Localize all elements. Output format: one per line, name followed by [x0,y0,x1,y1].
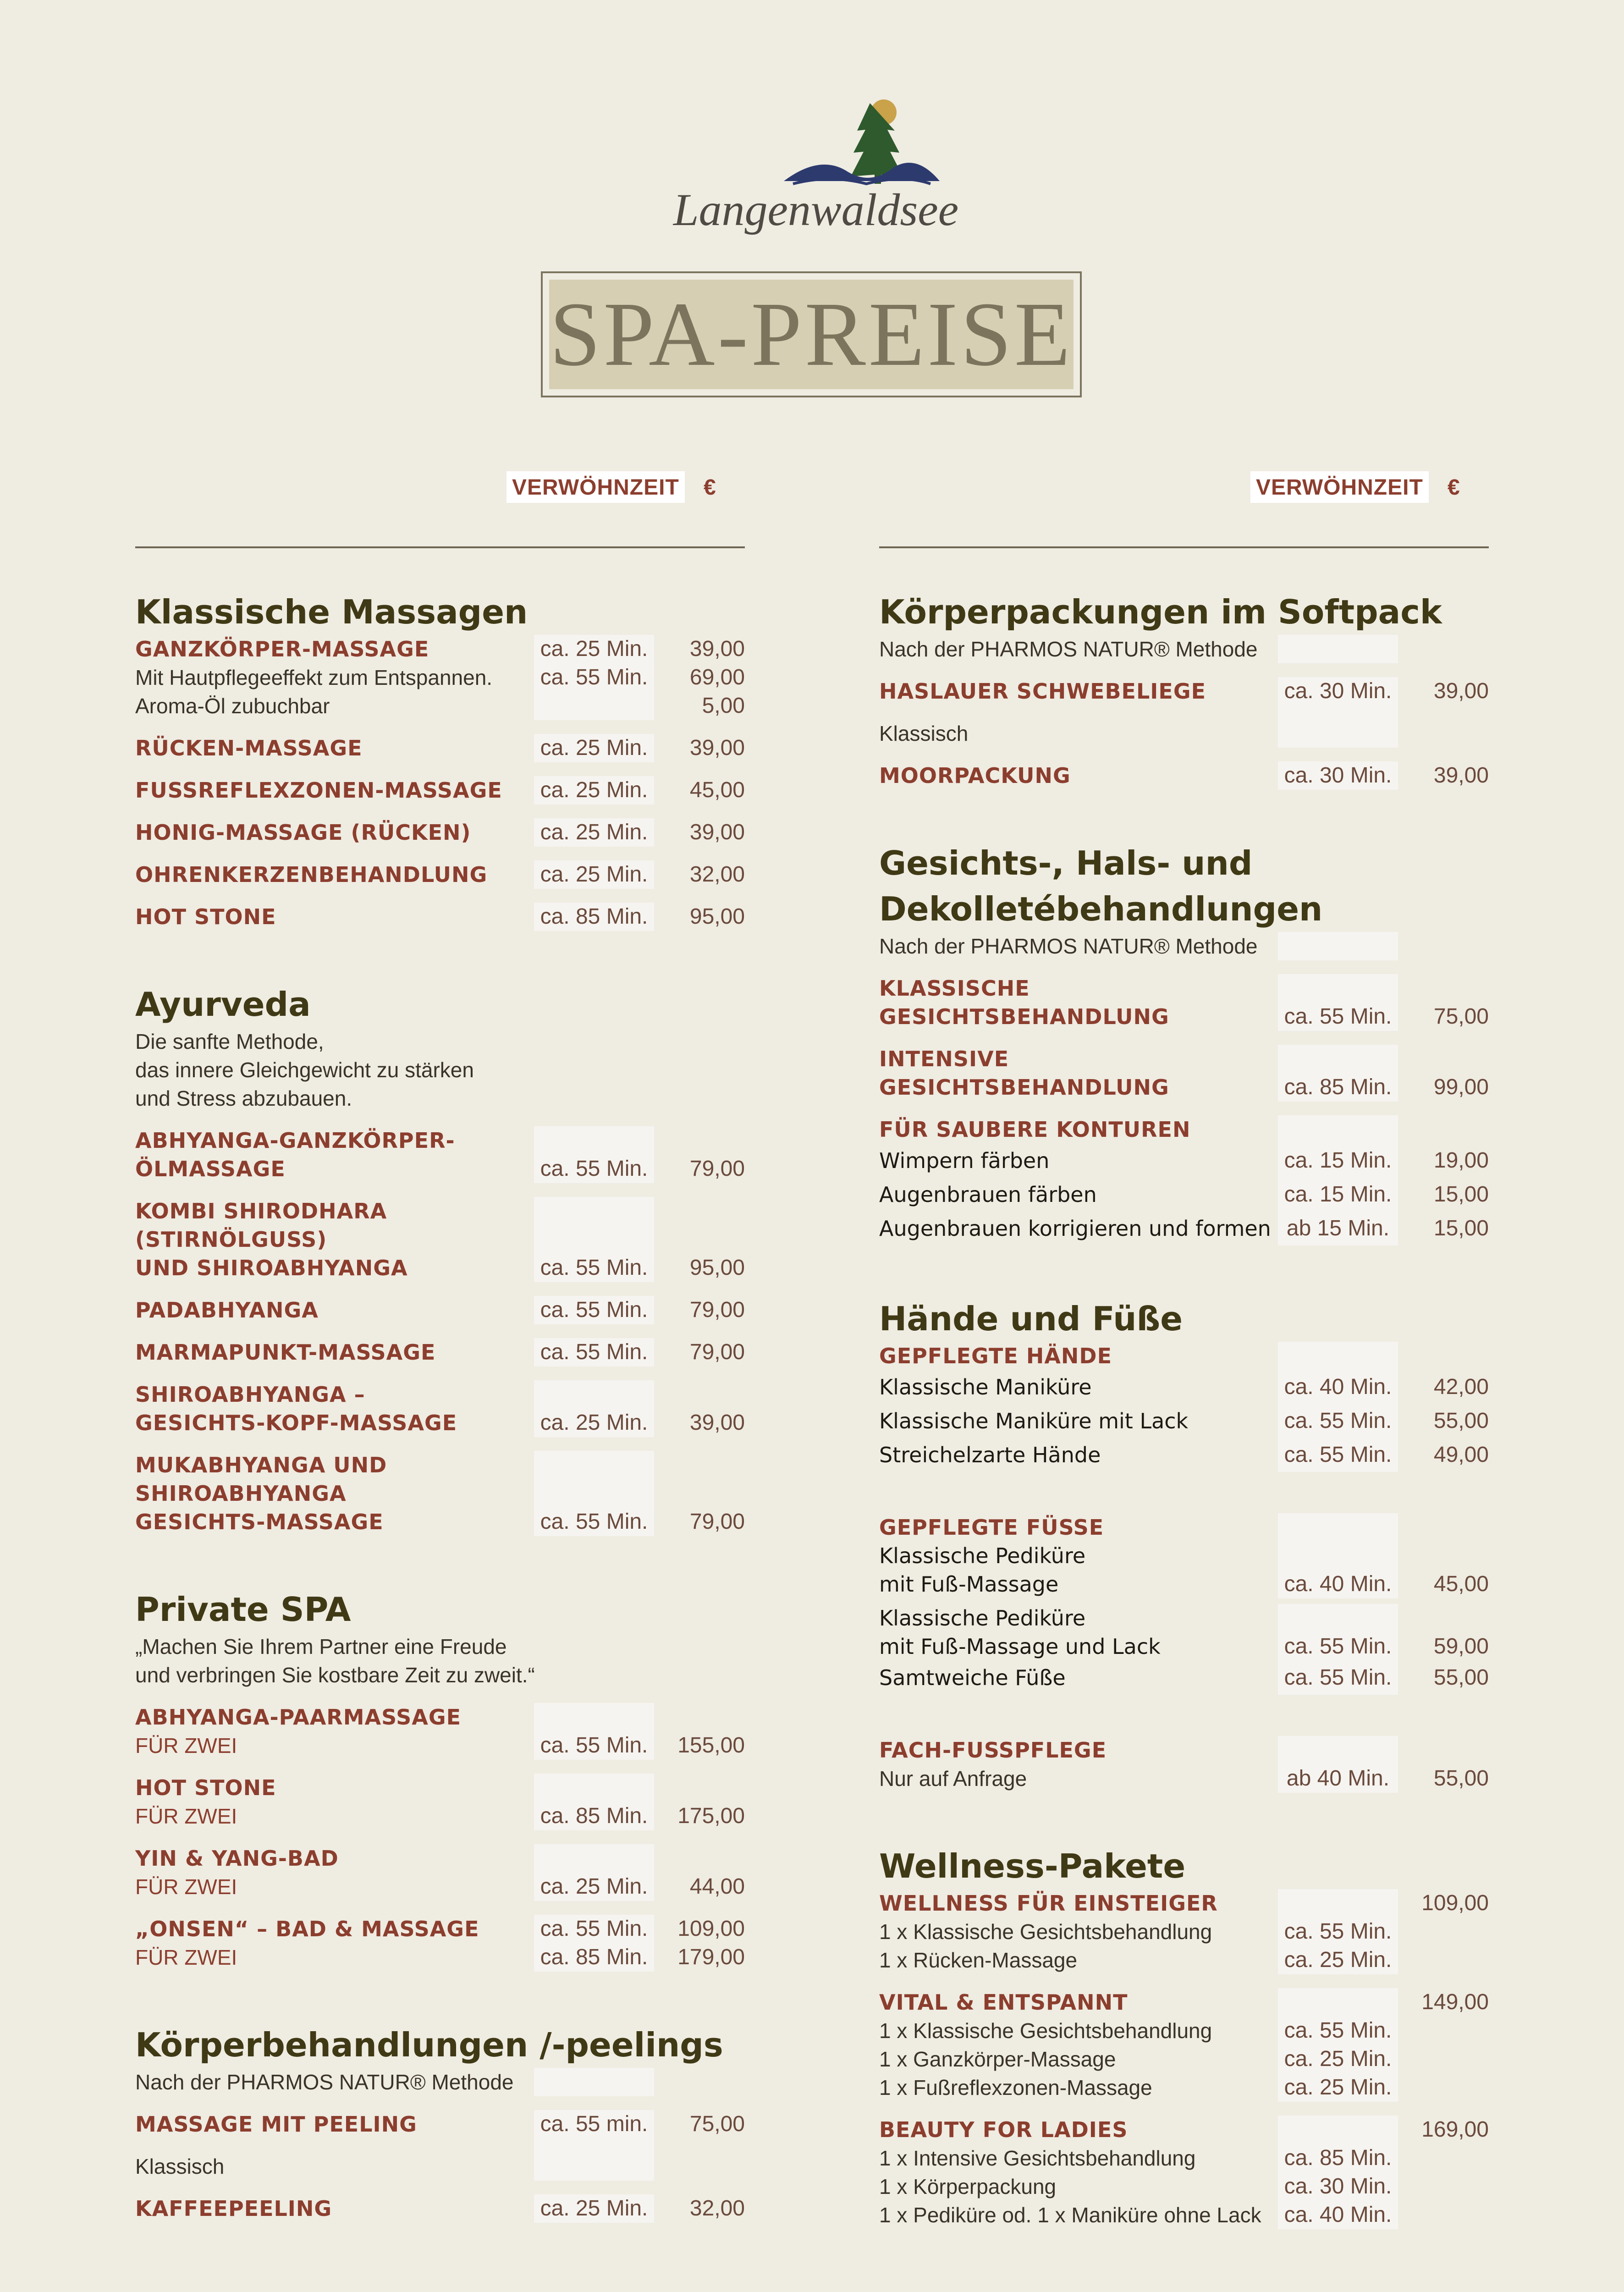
section-intro: und Stress abzubauen. [135,1086,352,1110]
package-line: 1 x Körperpackung [879,2175,1057,2198]
item-name: MOORPACKUNG [879,763,1071,788]
section-intro: Nach der PHARMOS NATUR® Methode [879,637,1258,661]
item-price: 59,00 [1433,1634,1489,1658]
section-intro: Nach der PHARMOS NATUR® Methode [879,934,1258,958]
package-line: 1 x Intensive Gesichtsbehandlung [879,2146,1196,2170]
item-name: KAFFEEPEELING [135,2196,332,2221]
brand-name: Langenwaldsee [673,184,959,235]
item-name: mit Fuß-Massage [879,1572,1059,1597]
item-time: ca. 55 Min. [534,1296,654,1324]
item-name: OHRENKERZENBEHANDLUNG [135,862,488,887]
item-price: 5,00 [702,694,745,718]
item-time: ab 40 Min. [1278,1736,1398,1793]
right-column [879,458,1489,2280]
section-koerperpackungen [879,589,1489,790]
section-intro: „Machen Sie Ihrem Partner eine Freude [135,1635,507,1658]
item-time: ca. 55 Min. [540,1917,648,1941]
item-time: ca. 85 Min. [534,1774,654,1830]
package-line: 1 x Fußreflexzonen-Massage [879,2076,1152,2099]
item-time: ca. 40 Min. [1284,2203,1392,2227]
item-price: 45,00 [1433,1572,1489,1596]
section-haende-fuesse [879,1296,1489,1793]
item-price: 79,00 [689,1157,745,1181]
item-time: ca. 85 Min. [540,1945,648,1969]
list-item [135,692,745,720]
list-item [135,776,745,804]
section-title: Körperbehandlungen /-peelings [135,2026,723,2064]
item-name: Klassische Pediküre [879,1606,1086,1631]
item-price: 99,00 [1433,1075,1489,1099]
list-item [135,2194,745,2223]
item-price: 39,00 [689,637,745,661]
list-item [135,663,745,692]
item-time: ca. 55 Min. [534,663,654,692]
item-price: 109,00 [1421,1891,1489,1915]
item-price: 55,00 [1433,1665,1489,1690]
list-item [879,705,1489,748]
item-price: 79,00 [689,1510,745,1534]
list-item [135,1915,745,1972]
item-name: ÖLMASSAGE [135,1157,286,1181]
item-time: ca. 25 Min. [534,1380,654,1437]
item-price: 79,00 [689,1298,745,1322]
list-item [879,1604,1489,1661]
left-column [135,458,745,2273]
item-price: 15,00 [1433,1182,1489,1207]
item-name: SHIROABHYANGA [135,1481,347,1506]
list-item [879,635,1489,663]
item-note: Aroma-Öl zubuchbar [135,694,330,718]
item-time: ca. 25 Min. [1284,2047,1392,2071]
item-price: 39,00 [689,736,745,760]
item-price: 39,00 [689,820,745,844]
item-name: UND SHIROABHYANGA [135,1256,408,1280]
divider [135,546,745,548]
item-price: 55,00 [1433,1409,1489,1433]
item-time: ca. 55 Min. [534,1451,654,1536]
section-koerperbehandlungen [135,2022,745,2223]
item-price: 32,00 [689,2196,745,2220]
list-item [879,1045,1489,1102]
item-price: 175,00 [677,1804,745,1828]
item-time: ca. 85 Min. [1278,1045,1398,1102]
package [879,1988,1489,2102]
item-name: „ONSEN“ – BAD & MASSAGE [135,1917,479,1941]
item-time: ca. 25 Min. [534,776,654,804]
item-time: ca. 85 Min. [1284,2146,1392,2170]
item-price: 44,00 [689,1874,745,1899]
item-price: 42,00 [1433,1375,1489,1399]
item-name: SHIROABHYANGA – [135,1382,365,1407]
item-time: ca. 55 Min. [1278,1604,1398,1661]
item-price: 95,00 [689,1256,745,1280]
item-time: ca. 30 Min. [1284,2174,1392,2198]
item-price: 109,00 [677,1917,745,1941]
section-title: Gesichts-, Hals- und [879,844,1253,882]
item-name: HOT STONE [135,1775,276,1800]
item-name: (STIRNÖLGUSS) [135,1227,327,1252]
list-item [879,1144,1489,1178]
item-time: ca. 30 Min. [1278,761,1398,790]
item-name: Augenbrauen korrigieren und formen [879,1216,1271,1241]
list-item [135,1296,745,1324]
item-time: ca. 25 Min. [1284,2075,1392,2099]
item-price: 45,00 [689,778,745,802]
package [879,2116,1489,2229]
list-item [879,1542,1489,1598]
item-price: 39,00 [689,1410,745,1435]
package-line: 1 x Klassische Gesichtsbehandlung [879,2019,1212,2043]
section-intro: und verbringen Sie kostbare Zeit zu zweit.“ [135,1663,535,1687]
section-klassische-massagen [135,589,745,931]
item-name: HASLAUER SCHWEBELIEGE [879,679,1206,704]
list-item [135,2138,745,2181]
subsection-title: GEPFLEGTE HÄNDE [879,1344,1112,1368]
item-price: 75,00 [689,2112,745,2136]
section-wellness-pakete [879,1843,1489,2229]
section-gesichtsbehandlungen [879,840,1489,1245]
item-time: ca. 55 Min. [1278,1661,1398,1695]
item-time: ca. 85 Min. [534,903,654,931]
item-name: ABHYANGA-PAARMASSAGE [135,1705,462,1730]
title-box [541,271,1082,397]
item-time: ca. 55 Min. [534,1126,654,1183]
item-name: Streichelzarte Hände [879,1443,1101,1467]
package-name: BEAUTY FOR LADIES [879,2117,1128,2142]
list-item [135,1338,745,1366]
divider [879,546,1489,548]
item-name: KLASSISCHE [879,976,1030,1001]
list-item [879,1212,1489,1245]
item-time: ca. 55 Min. [534,1338,654,1366]
item-name: GESICHTS-MASSAGE [135,1510,384,1534]
item-time: ca. 55 min. [534,2110,654,2138]
item-note: Klassisch [135,2154,225,2178]
item-name: GESICHTSBEHANDLUNG [879,1075,1169,1100]
section-title: Ayurveda [135,985,311,1024]
list-item [135,1380,745,1437]
list-item [879,1404,1489,1438]
item-note: FÜR ZWEI [135,1734,237,1758]
list-item [135,1451,745,1536]
item-name: FACH-FUSSPFLEGE [879,1738,1107,1763]
item-price: 19,00 [1433,1148,1489,1173]
item-time: ca. 30 Min. [1278,677,1398,705]
item-time: ca. 55 Min. [1284,2018,1392,2043]
item-name: mit Fuß-Massage und Lack [879,1634,1161,1659]
item-name: PADABHYANGA [135,1298,319,1322]
currency-caption: € [704,475,716,500]
item-time: ca. 55 Min. [1278,1404,1398,1438]
list-item [135,2068,745,2096]
package-name: VITAL & ENTSPANNT [879,1990,1128,2015]
list-item [135,818,745,847]
list-item [135,2110,745,2138]
item-time: ca. 25 Min. [534,860,654,889]
section-intro: Nach der PHARMOS NATUR® Methode [135,2070,514,2094]
section-private-spa [135,1587,745,1972]
list-item [879,932,1489,960]
item-price: 32,00 [689,862,745,887]
item-time: ca. 25 Min. [534,2194,654,2223]
list-item [879,1513,1489,1542]
item-name: Klassische Maniküre [879,1375,1092,1399]
list-item [879,1661,1489,1695]
item-time: ca. 15 Min. [1278,1144,1398,1178]
section-ayurveda [135,981,745,1536]
list-item [135,1126,745,1183]
subsection-title: FÜR SAUBERE KONTUREN [879,1117,1191,1142]
item-price: 39,00 [1433,679,1489,703]
item-name: HONIG-MASSAGE (RÜCKEN) [135,820,471,845]
item-price: 169,00 [1421,2117,1489,2142]
item-name: RÜCKEN-MASSAGE [135,736,363,760]
section-title: Wellness-Pakete [879,1847,1186,1885]
item-name: GESICHTSBEHANDLUNG [879,1004,1169,1029]
item-name: ABHYANGA-GANZKÖRPER- [135,1128,455,1153]
list-item [135,635,745,663]
item-price: 75,00 [1433,1004,1489,1029]
package-name: WELLNESS FÜR EINSTEIGER [879,1891,1218,1916]
time-caption: VERWÖHNZEIT [1250,471,1429,503]
section-intro: Die sanfte Methode, [135,1030,324,1053]
section-intro: das innere Gleichgewicht zu stärken [135,1058,474,1082]
item-name: MUKABHYANGA UND [135,1453,387,1477]
item-name: Wimpern färben [879,1148,1050,1173]
item-time [534,692,654,720]
subsection-title: GEPFLEGTE FÜSSE [879,1515,1104,1540]
list-item [135,860,745,889]
item-time: ab 15 Min. [1278,1212,1398,1245]
item-time: ca. 25 Min. [1284,1948,1392,1972]
list-item [879,1342,1489,1370]
item-time: ca. 55 Min. [1278,1438,1398,1472]
item-time: ca. 25 Min. [534,1844,654,1901]
list-item [879,1370,1489,1404]
item-name: MASSAGE MIT PEELING [135,2112,417,2137]
item-name: KOMBI SHIRODHARA [135,1199,387,1223]
item-time: ca. 55 Min. [1284,1919,1392,1944]
item-note: FÜR ZWEI [135,1945,237,1969]
list-item [879,1438,1489,1472]
package [879,1889,1489,1974]
item-note: FÜR ZWEI [135,1804,237,1828]
item-time: ca. 55 Min. [1278,974,1398,1031]
section-title: Hände und Füße [879,1300,1183,1338]
item-time: ca. 55 Min. [534,1197,654,1282]
item-price: 55,00 [1433,1766,1489,1791]
item-price: 69,00 [689,665,745,689]
list-item [879,677,1489,705]
item-note: FÜR ZWEI [135,1875,237,1899]
list-item [135,1774,745,1830]
item-price: 179,00 [677,1945,745,1969]
item-name: YIN & YANG-BAD [135,1846,339,1871]
package-line: 1 x Rücken-Massage [879,1948,1078,1972]
section-title: Klassische Massagen [135,593,528,631]
list-item [879,761,1489,790]
item-price: 15,00 [1433,1216,1489,1240]
list-item [879,974,1489,1031]
list-item [135,1844,745,1901]
item-note: Mit Hautpflegeeffekt zum Entspannen. [135,666,493,689]
item-price: 79,00 [689,1340,745,1364]
list-item [879,1178,1489,1212]
item-name: HOT STONE [135,904,276,929]
item-name: Klassische Pediküre [879,1543,1086,1568]
item-name: Klassische Maniküre mit Lack [879,1409,1189,1433]
item-name: GESICHTS-KOPF-MASSAGE [135,1410,457,1435]
item-price: 95,00 [689,904,745,929]
page-title: SPA-PREISE [550,284,1073,385]
list-item [879,1736,1489,1793]
item-time: ca. 40 Min. [1278,1542,1398,1598]
section-title: Private SPA [135,1590,351,1629]
item-price: 155,00 [677,1733,745,1758]
item-note: Nur auf Anfrage [879,1767,1027,1791]
item-name: FUSSREFLEXZONEN-MASSAGE [135,778,502,803]
package-line: 1 x Ganzkörper-Massage [879,2047,1116,2071]
item-time: ca. 25 Min. [534,734,654,762]
list-item [135,903,745,931]
section-title: Dekolletébehandlungen [879,890,1323,928]
item-time: ca. 40 Min. [1278,1370,1398,1404]
currency-caption: € [1448,475,1460,500]
list-item [135,1197,745,1282]
item-time: ca. 25 Min. [534,818,654,847]
item-name: Augenbrauen färben [879,1182,1097,1207]
item-name: Samtweiche Füße [879,1665,1066,1690]
item-name: GANZKÖRPER-MASSAGE [135,637,429,661]
item-time: ca. 25 Min. [534,635,654,663]
package-line: 1 x Pediküre od. 1 x Maniküre ohne Lack [879,2203,1261,2227]
package-line: 1 x Klassische Gesichtsbehandlung [879,1920,1212,1944]
section-title: Körperpackungen im Softpack [879,593,1442,631]
item-price: 49,00 [1433,1443,1489,1467]
item-time: ca. 15 Min. [1278,1178,1398,1212]
item-price: 39,00 [1433,763,1489,788]
item-time: ca. 55 Min. [534,1703,654,1760]
list-item [135,1703,745,1760]
item-name: INTENSIVE [879,1047,1009,1071]
item-note: Klassisch [879,722,969,745]
list-item [135,734,745,762]
item-price: 149,00 [1421,1990,1489,2014]
time-caption: VERWÖHNZEIT [506,471,685,503]
item-name: MARMAPUNKT-MASSAGE [135,1340,436,1365]
list-item [879,1115,1489,1144]
